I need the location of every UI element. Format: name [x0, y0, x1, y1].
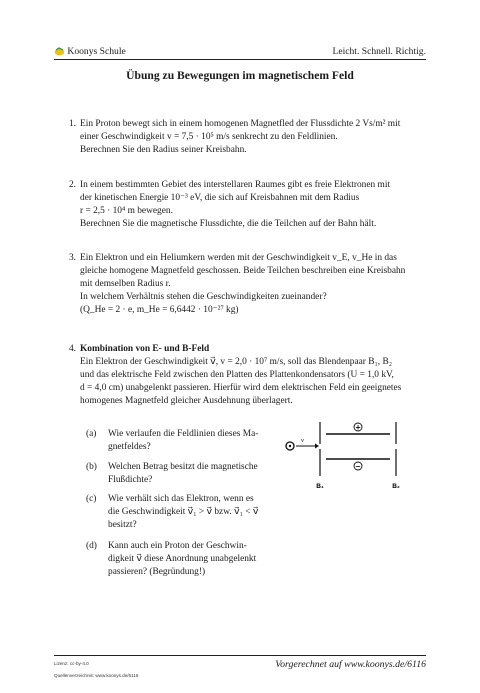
- task-4-heading: Kombination von E- und B-Feld: [80, 344, 210, 354]
- subtask-line: Flußdichte?: [108, 475, 153, 485]
- logo-icon: [54, 47, 65, 56]
- task-3: [80, 252, 426, 317]
- task-4-number: 4.: [68, 344, 76, 354]
- task-line: r = 2,5 · 10⁴ m bewegen.: [80, 206, 173, 216]
- subtask-line: Wie verlaufen die Feldlinien dieses Ma-: [108, 429, 259, 439]
- b1-label: B₁: [316, 483, 324, 490]
- subtask-line: Welchen Betrag besitzt die magnetische: [108, 462, 258, 472]
- velocity-arrow: [296, 444, 319, 449]
- velocity-label: v⃗: [301, 437, 309, 444]
- subtask-label: (c): [86, 494, 97, 504]
- footer-link[interactable]: Vorgerechnet auf www.koonys.de/6116: [275, 659, 426, 670]
- capacitor-diagram: [282, 420, 412, 494]
- task-2: [80, 179, 426, 231]
- minus-sign: −: [355, 462, 361, 471]
- task-4: [80, 343, 426, 408]
- license-text: Lizenz: cc-by-4.0: [54, 661, 89, 666]
- task-line: (Q_He = 2 · e, m_He = 6,6442 · 10⁻²⁷ kg): [80, 305, 239, 315]
- subtask-line: Kann auch ein Proton der Geschwin-: [108, 541, 247, 551]
- task-2-number: 2.: [68, 180, 76, 190]
- subtask-line: Wie verhält sich das Elektron, wenn es: [108, 494, 254, 504]
- task-line: d = 4,0 cm) unabgelenkt passieren. Hierfür wird dem elektrischen Feld ein geeignetes: [80, 383, 402, 393]
- subtask-line: besitzt?: [108, 520, 137, 530]
- task-line: In einem bestimmten Gebiet des interstellaren Raumes gibt es freie Elektronen mit: [80, 180, 391, 190]
- task-1: [80, 118, 426, 157]
- subtask-a: [86, 428, 276, 454]
- subtask-label: (b): [86, 462, 97, 472]
- subtask-c: [86, 493, 276, 532]
- page-title: Übung zu Bewegungen im magnetischem Feld: [126, 69, 354, 82]
- subtask-b: [86, 461, 276, 487]
- b2-label: B₂: [392, 483, 400, 490]
- task-3-number: 3.: [68, 253, 76, 263]
- subtask-label: (a): [86, 429, 97, 439]
- header-rule: [54, 59, 426, 60]
- tagline: Leicht. Schnell. Richtig.: [332, 46, 426, 57]
- subtask-d: [86, 540, 276, 579]
- subtask-line: passieren? (Begründung!): [108, 567, 206, 577]
- footer-rule: [54, 655, 426, 656]
- task-line: homogenes Magnetfeld gleicher Ausdehnung überlagert.: [80, 396, 293, 406]
- task-line: einer Geschwindigkeit v = 7,5 · 10⁵ m/s senkrecht zu den Feldlinien.: [80, 132, 338, 142]
- task-line: gleiche homogene Magnetfeld geschossen. Beide Teilchen beschreiben eine Kreisbahn: [80, 266, 406, 276]
- task-line: In welchem Verhältnis stehen die Geschwindigkeiten zueinander?: [80, 292, 327, 302]
- brand-name: Koonys Schule: [67, 46, 126, 57]
- plus-sign: +: [355, 423, 361, 432]
- task-1-number: 1.: [68, 119, 76, 129]
- task-line: der kinetischen Energie 10⁻³ eV, die sich auf Kreisbahnen mit dem Radius: [80, 193, 360, 203]
- electron-source-icon: [286, 442, 294, 450]
- task-line: Berechnen Sie die magnetische Flussdichte, die die Teilchen auf der Bahn hält.: [80, 219, 377, 229]
- task-line: Berechnen Sie den Radius seiner Kreisbahn.: [80, 145, 247, 155]
- subtask-label: (d): [86, 541, 97, 551]
- task-line: und das elektrische Feld zwischen den Platten des Plattenkondensators (U = 1,0 kV,: [80, 370, 394, 380]
- subtask-line: die Geschwindigkeit v⃗₁ > v⃗ bzw. v⃗₁ < v⃗: [108, 507, 259, 517]
- subtask-line: digkeit v⃗ diese Anordnung unabgelenkt: [108, 554, 257, 564]
- brand: [54, 46, 126, 57]
- task-line: Ein Proton bewegt sich in einem homogenen Magnetfled der Flussdichte 2 Vs/m² mit: [80, 119, 401, 129]
- subtask-line: gnetfeldes?: [108, 442, 151, 452]
- task-line: mit demselben Radius r.: [80, 279, 171, 289]
- task-line: Ein Elektron und ein Heliumkern werden mit der Geschwindigkeit v_E, v_He in das: [80, 253, 397, 263]
- sources-link[interactable]: Quellenverzeichnis: www.koonys.de/6116: [54, 673, 139, 678]
- task-line: Ein Elektron der Geschwindigkeit v⃗, v = 2,0 · 10⁷ m/s, soll das Blendenpaar B₁, B₂: [80, 357, 392, 367]
